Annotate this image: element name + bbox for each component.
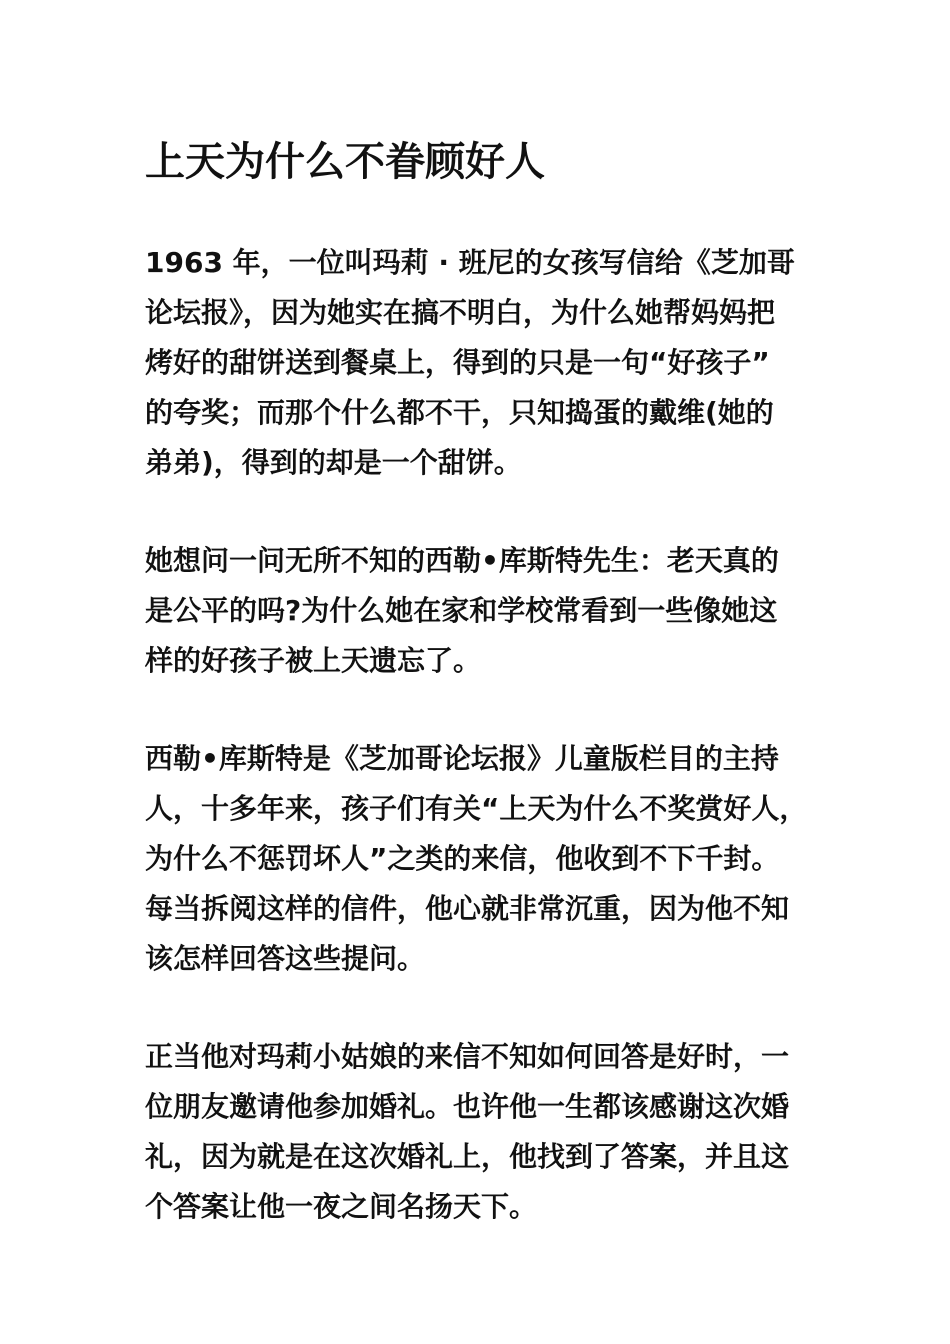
paragraph-3: [145, 734, 825, 984]
paragraph-1: [145, 238, 825, 488]
document-title: 上天为什么不眷顾好人: [145, 139, 545, 185]
text-line: 弟弟)，得到的却是一个甜饼。: [145, 446, 522, 479]
text-line: 人，十多年来，孩子们有关“上天为什么不奖赏好人，: [145, 792, 808, 825]
document-body: [145, 238, 825, 1232]
paragraph-4: [145, 1032, 825, 1232]
text-line: 为什么不惩罚坏人”之类的来信，他收到不下千封。: [145, 842, 780, 875]
text-line: 正当他对玛莉小姑娘的来信不知如何回答是好时，一: [145, 1040, 790, 1073]
text-line: 是公平的吗?为什么她在家和学校常看到一些像她这: [145, 594, 778, 627]
text-line: 的夸奖；而那个什么都不干，只知捣蛋的戴维(她的: [145, 396, 774, 429]
text-line: 烤好的甜饼送到餐桌上，得到的只是一句“好孩子”: [145, 346, 770, 379]
text-line: 她想问一问无所不知的西勒•库斯特先生：老天真的: [145, 544, 779, 577]
text-line: 样的好孩子被上天遗忘了。: [145, 644, 482, 677]
text-line: 礼，因为就是在这次婚礼上，他找到了答案，并且这: [145, 1140, 790, 1173]
text-line: 位朋友邀请他参加婚礼。也许他一生都该感谢这次婚: [145, 1090, 790, 1123]
text-line: 1963 年，一位叫玛莉 · 班尼的女孩写信给《芝加哥: [145, 246, 795, 279]
document-page: [145, 130, 825, 1280]
text-line: 该怎样回答这些提问。: [145, 942, 426, 975]
text-line: 论坛报》，因为她实在搞不明白，为什么她帮妈妈把: [145, 296, 776, 329]
text-line: 个答案让他一夜之间名扬天下。: [145, 1190, 538, 1223]
text-line: 每当拆阅这样的信件，他心就非常沉重，因为他不知: [145, 892, 790, 925]
paragraph-2: [145, 536, 825, 686]
text-line: 西勒•库斯特是《芝加哥论坛报》儿童版栏目的主持: [145, 742, 779, 775]
